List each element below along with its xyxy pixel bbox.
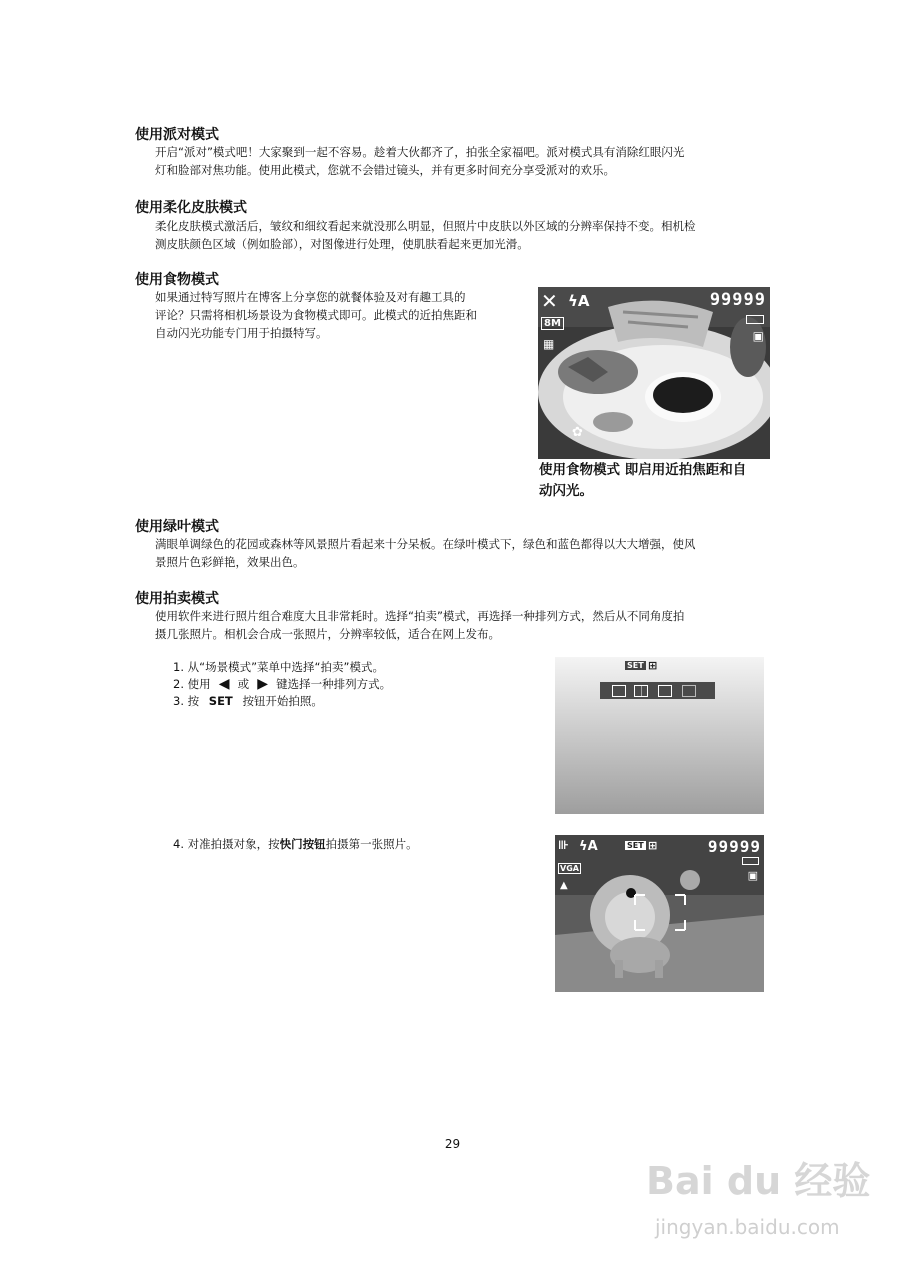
layout-three-icon[interactable] [658, 685, 672, 697]
flash-auto-icon-2: ϟA [579, 839, 598, 854]
auction-text-line2: 摄几张照片。相机会合成一张照片，分辨率较低，适合在网上发布。 [155, 627, 500, 641]
section-title-food: 使用食物模式 [135, 272, 219, 288]
auction-mode-icon: ⊪ [558, 838, 569, 852]
foliage-text-line1: 满眼单调绿色的花园或森林等风景照片看起来十分呆板。在绿叶模式下，绿色和蓝色都得以大大增强，使风 [155, 537, 696, 551]
step4-prefix: 4. 对准拍摄对象，按 [173, 837, 280, 851]
section-title-auction: 使用拍卖模式 [135, 591, 219, 607]
layout-two-vertical-icon[interactable] [634, 685, 648, 697]
auction-step-3 [173, 693, 323, 710]
left-arrow-icon: ◀ [214, 676, 234, 692]
set-badge: SET [627, 661, 644, 670]
soft-skin-text-line2: 测皮肤颜色区域（例如脸部），对图像进行处理，使肌肤看起来更加光滑。 [155, 237, 529, 251]
right-arrow-icon: ▶ [252, 676, 273, 692]
layout-single-icon[interactable] [612, 685, 626, 697]
set-key-label: SET [208, 694, 233, 708]
memory-card-icon-2: ▣ [747, 869, 758, 882]
auction-step-1: 1. 从“场景模式”菜单中选择“拍卖”模式。 [173, 660, 384, 674]
soft-skin-text-line1: 柔化皮肤模式激活后，皱纹和细纹看起来就没那么明显，但照片中皮肤以外区域的分辨率保持不变。相机检 [155, 219, 696, 233]
set-badge-2: SET [627, 841, 644, 850]
page-number: 29 [444, 1137, 461, 1151]
resolution-icon: 8M [541, 317, 564, 330]
flash-auto-icon: ϟA [568, 292, 590, 310]
quality-icon: ▦ [543, 337, 555, 351]
step2-or: 或 [237, 677, 250, 691]
baidu-watermark-url: jingyan.baidu.com [655, 1215, 840, 1239]
step2-suffix: 键选择一种排列方式。 [276, 677, 392, 691]
layout-four-grid-icon[interactable] [682, 685, 696, 697]
section-title-party: 使用派对模式 [135, 127, 219, 143]
step2-prefix: 2. 使用 [173, 677, 211, 691]
fork-knife-icon: ✕ [541, 289, 558, 313]
quality-icon-2: ▲ [560, 880, 568, 891]
step4-suffix: 拍摄第一张照片。 [325, 837, 418, 851]
food-caption-line2: 动闪光。 [539, 483, 593, 499]
macro-flower-icon: ✿ [572, 425, 583, 440]
party-text-line2: 灯和脸部对焦功能。使用此模式，您就不会错过镜头，并有更多时间充分享受派对的欢乐。 [155, 163, 615, 177]
shot-count-2: 99999 [707, 837, 761, 856]
auction-step-2 [173, 676, 391, 693]
shutter-button-label: 快门按钮 [279, 837, 326, 851]
baidu-watermark-logo [646, 1150, 870, 1205]
memory-card-icon: ▣ [752, 329, 764, 343]
food-caption [539, 460, 779, 502]
auction-step-4 [173, 836, 418, 853]
food-caption-line1: 使用食物模式 即启用近拍焦距和自 [539, 462, 747, 478]
battery-icon-2 [742, 857, 759, 865]
party-text-line1: 开启“派对”模式吧！大家聚到一起不容易。趁着大伙都齐了，拍张全家福吧。派对模式具有消除红眼闪光 [155, 145, 685, 159]
food-text-line1: 如果通过特写照片在博客上分享您的就餐体验及对有趣工具的 [155, 290, 466, 304]
auction-shooting-screenshot [555, 835, 764, 992]
auction-layout-screenshot [555, 657, 764, 814]
food-text-line3: 自动闪光功能专门用于拍摄特写。 [155, 326, 328, 340]
layout-grid-icon: ⊞ [648, 659, 658, 672]
food-text-line2: 评论？只需将相机场景设为食物模式即可。此模式的近拍焦距和 [155, 308, 477, 322]
section-title-soft-skin: 使用柔化皮肤模式 [135, 200, 247, 216]
baidu-watermark-text: Bai du 经验 [646, 1159, 871, 1203]
shot-count: 99999 [709, 290, 766, 310]
lion-toy-photo [555, 835, 764, 992]
auction-text-line1: 使用软件来进行照片组合难度大且非常耗时。选择“拍卖”模式，再选择一种排列方式，然后从不同角度拍 [155, 609, 685, 623]
step3-prefix: 3. 按 [173, 694, 200, 708]
foliage-text-line2: 景照片色彩鲜艳，效果出色。 [155, 555, 305, 569]
battery-icon [746, 315, 764, 324]
food-mode-screenshot [538, 287, 770, 459]
section-title-foliage: 使用绿叶模式 [135, 519, 219, 535]
vga-resolution-badge: VGA [560, 864, 579, 873]
step3-suffix: 按钮开始拍照。 [242, 694, 323, 708]
layout-selector-bar[interactable] [600, 682, 715, 699]
layout-grid-icon-2: ⊞ [648, 839, 658, 852]
